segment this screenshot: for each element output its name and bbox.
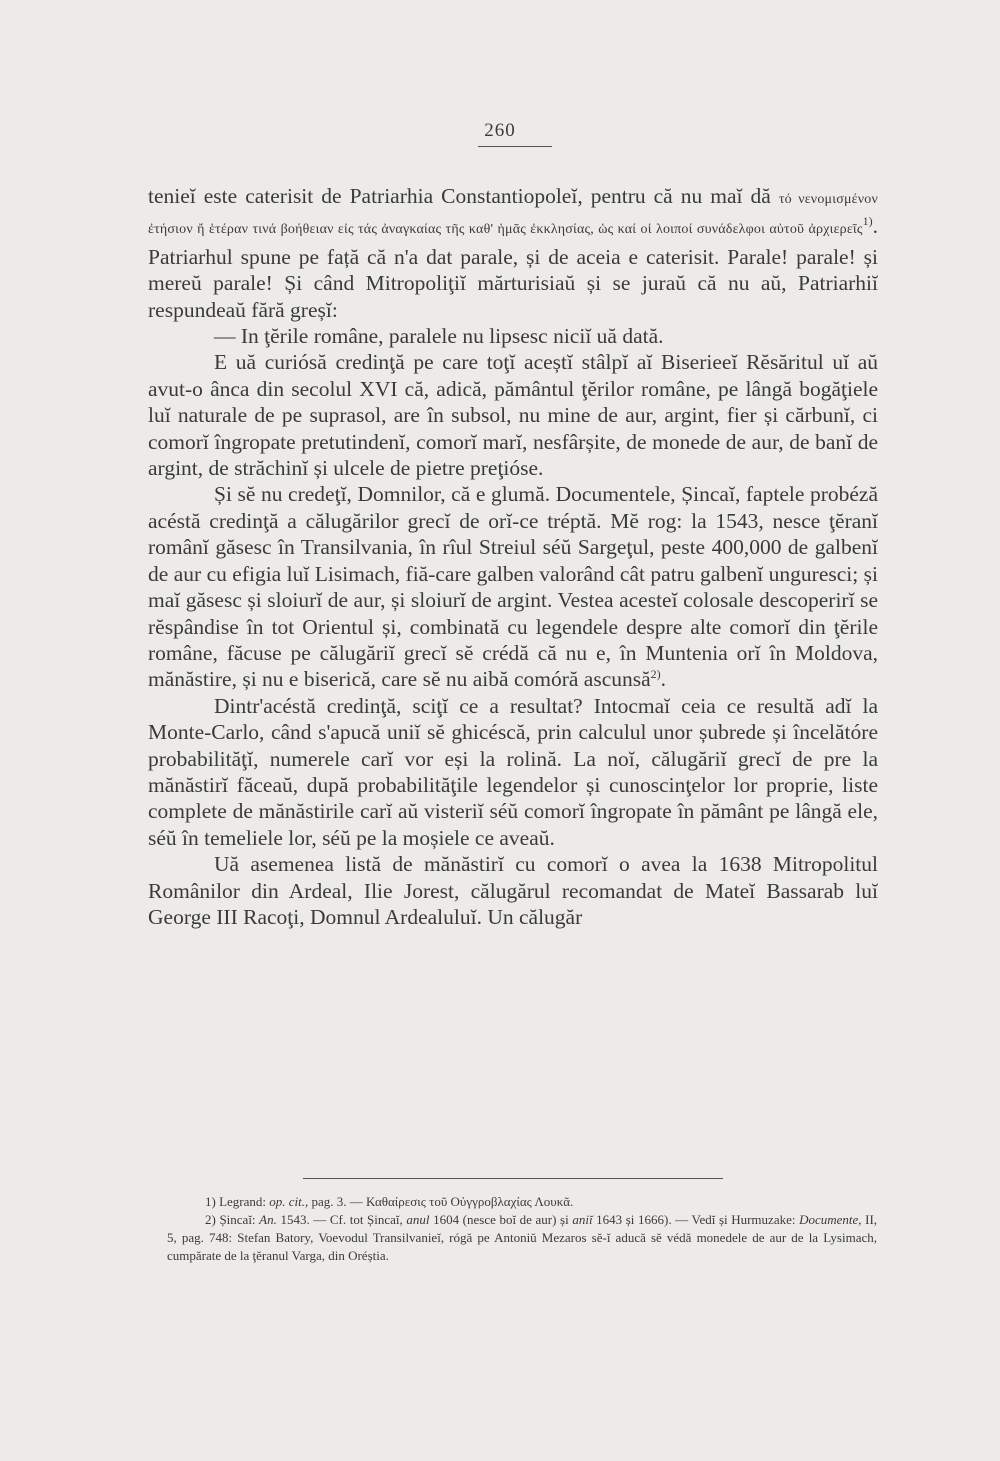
paragraph-1-line-1: tenieĭ este caterisit de Patriarhia Constantiopoleĭ, pentru că nu [148,184,703,208]
footnote-2 [167,1211,877,1265]
paragraph-5: Dintr'acéstă credinţă, sciţĭ ce a resultat? Intocmaĭ ceia ce resultă adĭ la Monte-Carlo, când s'apucă uniĭ sĕ ghicéscă, prin calculul unor șubrede și încelătóre probabilităţĭ, numerele carĭ vor eși la rolină. La noĭ, călugăriĭ grecĭ de pre la mănăstirĭ făceaŭ, după probabilităţile legendelor și cunoscinţelor lor proprie, liste complete de mănăstirile carĭ aŭ visteriĭ séŭ comorĭ îngropate în pământ pe lângă ele, séŭ în temeliele lor, séŭ pe la moșiele ce aveaŭ. [148,693,878,850]
footnotes [167,1193,877,1265]
footnote-2-text-c: 1643 și 1666). — Vedĭ și Hurmuzake: [596,1212,796,1227]
paragraph-1-line-2: maĭ dă [710,184,771,208]
greek-quotation: τό νενομισμένον ἐτήσιον ἤ ἑτέραν τινά βοήθειαν εἰς τάς ἀναγκαίας τῆς καθ' ἡμᾶς ἐκκλησίας, ὡς καί οἱ λοιποί συνάδελφοι αὐτοῦ ἀρχιερεῖς [148,192,878,238]
paragraph-3: E uă curiósă credinţă pe care toţĭ aceștĭ stâlpĭ aĭ Biserieeĭ Rĕsăritul uĭ aŭ avut-o ânca din secolul XVI că, adică, pământul ţĕrilor române, pe lângă bogăţiele luĭ naturale de pe suprasol, are în subsol, nu mine de aur, argint, fier și cărbunĭ, ci comorĭ îngropate pretutindenĭ, comorĭ marĭ, nesfârșite, de monede de aur, de banĭ de argint, de străchinĭ și ulcele de pietre preţióse. [148,350,878,481]
paragraph-4: Și sĕ nu credeţĭ, Domnilor, că e glumă. Documentele, Șincaĭ, faptele probéză acéstă credinţă a călugărilor grecĭ de orĭ-ce tréptă. Mĕ rog: la 1543, nesce ţĕranĭ românĭ găsesc în Transilvania, în rîul Streiul séŭ Sargeţul, peste 400,000 de galbenĭ de aur cu efigia luĭ Lisimach, fiă-care galben valorând cât patru galbenĭ unguresci; și maĭ găsesc și sloiurĭ de aur, și sloiurĭ de argint. Vestea acesteĭ colosale descoperirĭ se rĕspândise în tot Orientul și, combinată cu legendele despre alte comorĭ din ţĕrile române, făcuse pe călugăriĭ grecĭ sĕ crédă că nu e, în Muntenia orĭ în Moldova, mănăstire, și nu e biserică, care sĕ nu aibă comóră ascunsă$^{2)}$. [148,482,878,692]
footnote-2-text-d: II, 5, pag. 748: Stefan Batory, Voevodul Transilvanieĭ, rógă pe Antoniŭ Mezaros sĕ-ĭ aducă sĕ védă monedele de aur de la Lysimach, cumpărate de la ţĕranul Varga, din Oréștia. [167,1212,878,1263]
page-number: 260 [484,120,516,141]
footnote-2-anii: aniĭ [572,1212,593,1227]
footnote-1-number: 1) [205,1194,216,1209]
footnote-rule [303,1178,723,1179]
footnote-1-text: pag. 3. — Καθαίρεσις τοῦ Οὐγγροβλαχίας Λουκᾶ. [311,1194,574,1209]
paragraph-4-text: Și sĕ nu credeţĭ, Domnilor, că e glumă. Documentele, Șincaĭ, faptele probéză acéstă credinţă a călugărilor grecĭ de orĭ-ce tréptă. Mĕ rog: la 1543, nesce ţĕranĭ românĭ găsesc în Transilvania, în rîul Streiul séŭ Sargeţul, peste 400,000 de galbenĭ de aur cu efigia luĭ Lisimach, fiă-care galben valorând cât patru galbenĭ unguresci; și maĭ găsesc și sloiurĭ de aur, și sloiurĭ de argint. Vestea acesteĭ colosale descoperirĭ se rĕspândise în tot Orientul și, combinată cu legendele despre alte comorĭ din ţĕrile române, făcuse pe călugăriĭ grecĭ sĕ crédă că nu e, în Muntenia orĭ în Moldova, mănăstire, și nu e biserică, care sĕ nu aibă comóră ascunsă [148,482,878,692]
paragraph-2: — In ţĕrile române, paralele nu lipsesc niciĭ uă dată. [214,324,664,349]
footnote-2-text-b: 1604 (nesce boĭ de aur) și [433,1212,569,1227]
footnote-2-text-a: 1543. — Cf. tot Șincaĭ, [280,1212,403,1227]
footnote-1-op-cit: op. cit., [269,1194,309,1209]
footnote-1-author: Legrand: [219,1194,267,1209]
paragraph-6: Uă asemenea listă de mănăstirĭ cu comorĭ o avea la 1638 Mitropolitul Românilor din Ardeal, Ilie Jorest, călugărul recomandat de Mateĭ Bassarab luĭ George III Racoţi, Domnul Ardealuluĭ. Un călugăr [148,852,878,929]
footnote-2-number: 2) [205,1212,216,1227]
footnote-ref-2: 2) [650,667,661,682]
paragraph-1: tenieĭ este caterisit de Patriarhia Constantiopoleĭ, pentru că nu maĭ dă τό νενομισμένον ἐτήσιον ἤ ἑτέραν τινά βοήθειαν εἰς τάς ἀναγκαίας τῆς καθ' ἡμᾶς ἐκκλησίας, ὡς καί οἱ λοιποί συνάδελφοι αὐτοῦ ἀρχιερεῖς$^{1)}$. Patriarhul spune pe față că n'a dat parale, și de aceia e caterisit. Parale! parale! și mereŭ parale! Și când Mitropoliţiĭ mărturisiaŭ și se juraŭ că nu aŭ, Patriarhiĭ respundeaŭ fără greșĭ: [148,184,878,322]
footnote-2-an: An. [259,1212,277,1227]
paragraph-1-rest: Patriarhul spune pe față că n'a dat parale, și de aceia e caterisit. Parale! parale! și mereŭ parale! Și când Mitropoliţiĭ mărturisiaŭ și se juraŭ că nu aŭ, Patriarhiĭ respundeaŭ fără greșĭ: [148,244,878,322]
footnote-2-documente: Documente, [799,1212,862,1227]
footnote-ref-1: 1) [862,214,873,229]
footnote-2-anul: anul [406,1212,430,1227]
page-number-rule [478,146,552,147]
footnote-1 [167,1193,877,1211]
footnote-2-author: Șincaĭ: [219,1212,256,1227]
main-text [148,183,878,930]
